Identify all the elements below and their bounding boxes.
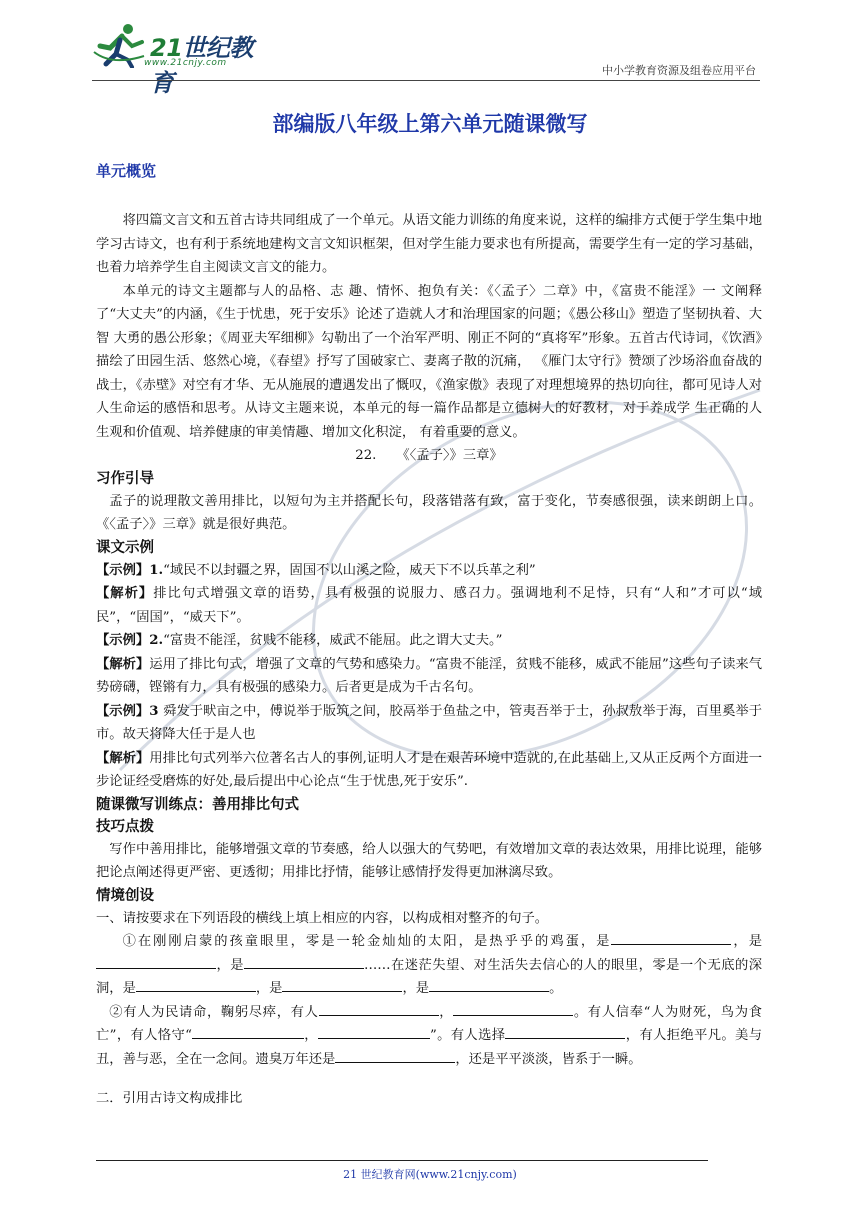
page-header <box>92 18 760 97</box>
question-1: ①在刚刚启蒙的孩童眼里，零是一轮金灿灿的太阳，是热乎乎的鸡蛋，是 ，是，是 ……在迷茫失望、对生活失去信心的人的眼里，零是一个无底的深洞，是 ，是 ，是 。 <box>96 930 762 1001</box>
section-heading-skill: 技巧点拨 <box>96 818 154 835</box>
answer-blank[interactable] <box>318 1024 430 1039</box>
section-heading-training: 随课微写训练点：善用排比句式 <box>96 796 299 813</box>
question-2: ②有人为民请命，鞠躬尽瘁，有人 ， 。有人信奉“人为财死，鸟为食亡”，有人恪守“ ， ”。有人选择 ，有人拒绝平凡。美与丑，善与恶，全在一念间。遗臭万年还是 ，还是平平淡淡，皆系于一瞬。 <box>96 1001 762 1072</box>
guide-text: 孟子的说理散文善用排比，以短句为主并搭配长句，段落错落有致，富于变化，节奏感很强，读来朗朗上口。《〈孟子〉》三章》就是很好典范。 <box>96 493 762 532</box>
section-heading-guide: 习作引导 <box>96 470 154 487</box>
site-logo[interactable] <box>92 18 262 97</box>
overview-paragraph-2: 本单元的诗文主题都与人的品格、志 趣、情怀、抱负有关：《〈孟子〉二章》中，《富贵不能淫》一 文阐释了“大丈夫”的内涵，《生于忧患，死于安乐》论述了造就人才和治理国家的问题；《愚公移山》塑造了坚韧执着、大智 大勇的愚公形象；《周亚夫军细柳》勾勒出了一个治军严明、刚正不阿的“真将军”形象。五首古代诗词，《饮酒》描绘了田园生活、悠然心境，《春望》抒写了国破家亡、妻离子散的沉痛， 《雁门太守行》赞颂了沙场浴血奋战的战士，《赤壁》对空有才华、无从施展的遭遇发出了慨叹，《渔家傲》表现了对理想境界的热切向往，都可见诗人对人生命运的感悟和思考。从诗文主题来说，本单元的每一篇作品都是立德树人的好教材，对于养成学 生正确的人生观和价值观、培养健康的审美情趣、增加文化积淀， 有着重要的意义。 <box>96 283 762 440</box>
answer-blank[interactable] <box>136 977 256 992</box>
analysis-item: 【解析】用排比句式列举六位著名古人的事例,证明人才是在艰苦环境中造就的,在此基础上,又从正反两个方面进一步论证经受磨炼的好处,最后提出中心论点“生于忧患,死于安乐”. <box>96 750 762 789</box>
overview-paragraph-1: 将四篇文言文和五首古诗共同组成了一个单元。从语文能力训练的角度来说，这样的编排方式便于学生集中地学习古诗文，也有利于系统地建构文言文知识框架，但对学生能力要求也有所提高，需要学生有一定的学习基础，也着力培养学生自主阅读文言文的能力。 <box>96 213 762 275</box>
example-item: 【示例】3 舜发于畎亩之中，傅说举于版筑之间，胶鬲举于鱼盐之中，管夷吾举于士，孙叔敖举于海，百里奚举于市。故天将降大任于是人也 <box>96 703 763 742</box>
answer-blank[interactable] <box>429 977 549 992</box>
answer-blank[interactable] <box>282 977 402 992</box>
task-2-instruction: 二．引用古诗文构成排比 <box>96 1091 243 1106</box>
section-heading-scene: 情境创设 <box>96 887 154 904</box>
lesson-title: 22. 《〈孟子〉》三章》 <box>355 448 503 463</box>
platform-name: 中小学教育资源及组卷应用平台 <box>602 64 756 77</box>
document-body <box>96 160 762 1111</box>
header-divider <box>92 80 760 81</box>
answer-blank[interactable] <box>505 1024 625 1039</box>
answer-blank[interactable] <box>335 1048 455 1063</box>
section-heading-overview: 单元概览 <box>96 162 157 180</box>
example-item: 【示例】2.“富贵不能淫，贫贱不能移，威武不能屈。此之谓大丈夫。” <box>96 633 503 648</box>
running-figure-icon <box>92 22 148 68</box>
analysis-item: 【解析】运用了排比句式，增强了文章的气势和感染力。“富贵不能淫，贫贱不能移，威武不能屈”这些句子读来气势磅礴，铿锵有力，具有极强的感染力。后者更是成为千古名句。 <box>96 656 762 695</box>
answer-blank[interactable] <box>244 954 364 969</box>
section-heading-examples: 课文示例 <box>96 539 154 556</box>
answer-blank[interactable] <box>192 1024 304 1039</box>
answer-blank[interactable] <box>319 1001 439 1016</box>
answer-blank[interactable] <box>96 954 216 969</box>
analysis-item: 【解析】排比句式增强文章的语势，具有极强的说服力、感召力。强调地利不足恃，只有“人和”才可以“域民”，“固国”，“威天下”。 <box>96 586 762 625</box>
task-1-instruction: 一、请按要求在下列语段的横线上填上相应的内容，以构成相对整齐的句子。 <box>96 910 549 926</box>
footer-divider <box>96 1160 708 1161</box>
document-title: 部编版八年级上第六单元随课微写 <box>272 112 588 136</box>
logo-url: www.21cnjy.com <box>144 58 227 68</box>
logo-brand: 21世纪教育 <box>150 34 253 97</box>
answer-blank[interactable] <box>611 930 731 945</box>
answer-blank[interactable] <box>453 1001 573 1016</box>
page-footer[interactable]: 21 世纪教育网(www.21cnjy.com) <box>343 1168 517 1181</box>
skill-text: 写作中善用排比，能够增强文章的节奏感，给人以强大的气势吧，有效增加文章的表达效果，用排比说理，能够把论点阐述得更严密、更透彻；用排比抒情，能够让感情抒发得更加淋漓尽致。 <box>96 841 762 880</box>
example-item: 【示例】1.“域民不以封疆之界，固国不以山溪之险，威天下不以兵革之利” <box>96 562 536 578</box>
